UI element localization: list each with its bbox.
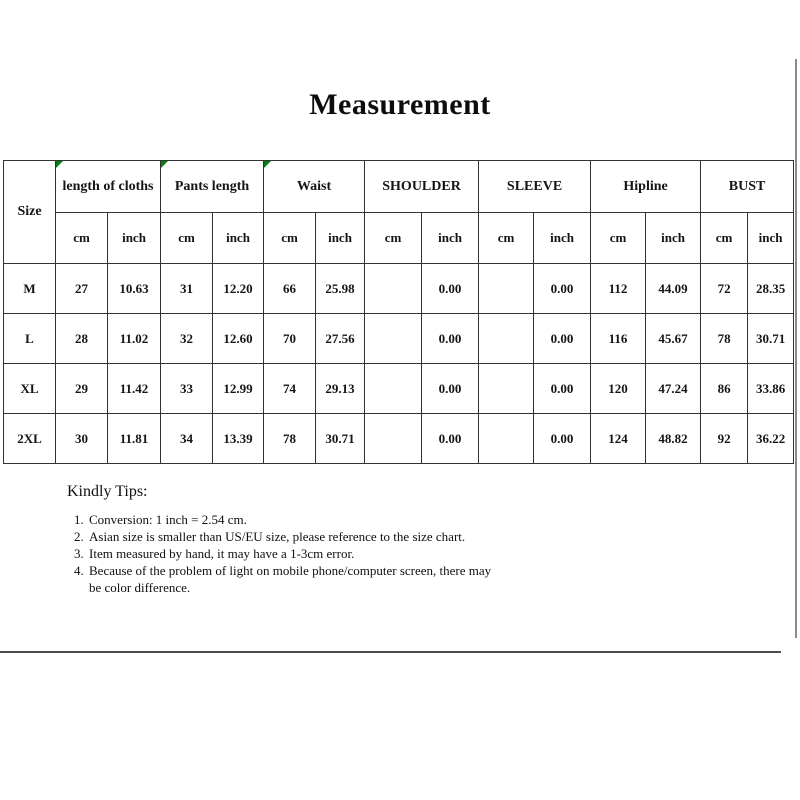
value-cell: 78 bbox=[701, 314, 748, 364]
value-cell: 0.00 bbox=[422, 414, 479, 464]
value-cell: 30.71 bbox=[316, 414, 365, 464]
value-cell: 11.42 bbox=[108, 364, 161, 414]
page-break-line-vertical bbox=[795, 59, 797, 638]
cell-corner-flag-icon bbox=[56, 161, 63, 168]
group-header-cell: length of cloths bbox=[56, 161, 161, 213]
group-header-cell: BUST bbox=[701, 161, 794, 213]
value-cell: 28.35 bbox=[748, 264, 794, 314]
tips-heading: Kindly Tips: bbox=[67, 483, 148, 500]
size-cell: XL bbox=[4, 364, 56, 414]
value-cell: 10.63 bbox=[108, 264, 161, 314]
value-cell: 12.60 bbox=[213, 314, 264, 364]
page-title: Measurement bbox=[309, 88, 491, 121]
unit-header-cell: inch bbox=[646, 213, 701, 264]
group-header-cell: Pants length bbox=[161, 161, 264, 213]
unit-header-cell: cm bbox=[161, 213, 213, 264]
value-cell: 70 bbox=[264, 314, 316, 364]
size-cell: 2XL bbox=[4, 414, 56, 464]
value-cell bbox=[479, 264, 534, 314]
value-cell: 78 bbox=[264, 414, 316, 464]
value-cell: 72 bbox=[701, 264, 748, 314]
value-cell: 74 bbox=[264, 364, 316, 414]
kindly-tips-section bbox=[46, 483, 492, 596]
value-cell: 12.20 bbox=[213, 264, 264, 314]
table-body bbox=[4, 264, 794, 464]
value-cell: 0.00 bbox=[534, 264, 591, 314]
value-cell: 36.22 bbox=[748, 414, 794, 464]
cell-corner-flag-icon bbox=[264, 161, 271, 168]
tip-item: 1. Conversion: 1 inch = 2.54 cm. bbox=[87, 511, 499, 528]
unit-header-cell: cm bbox=[264, 213, 316, 264]
value-cell: 0.00 bbox=[534, 364, 591, 414]
unit-header-cell: inch bbox=[534, 213, 591, 264]
unit-header-cell: inch bbox=[213, 213, 264, 264]
value-cell bbox=[479, 314, 534, 364]
measurement-table bbox=[3, 160, 794, 464]
group-header-cell: SHOULDER bbox=[365, 161, 479, 213]
unit-header-cell: cm bbox=[591, 213, 646, 264]
size-column-header: Size bbox=[4, 161, 56, 264]
value-cell: 28 bbox=[56, 314, 108, 364]
value-cell: 48.82 bbox=[646, 414, 701, 464]
value-cell: 11.81 bbox=[108, 414, 161, 464]
value-cell: 29 bbox=[56, 364, 108, 414]
unit-header-cell: inch bbox=[108, 213, 161, 264]
tip-item: 3. Item measured by hand, it may have a 1-3cm error. bbox=[87, 545, 499, 562]
size-cell: L bbox=[4, 314, 56, 364]
value-cell bbox=[479, 414, 534, 464]
value-cell: 44.09 bbox=[646, 264, 701, 314]
value-cell: 0.00 bbox=[422, 364, 479, 414]
value-cell: 86 bbox=[701, 364, 748, 414]
value-cell: 31 bbox=[161, 264, 213, 314]
page-break-line-horizontal bbox=[0, 651, 781, 653]
value-cell: 92 bbox=[701, 414, 748, 464]
table-header bbox=[4, 161, 794, 264]
value-cell: 13.39 bbox=[213, 414, 264, 464]
value-cell: 25.98 bbox=[316, 264, 365, 314]
value-cell: 33 bbox=[161, 364, 213, 414]
value-cell: 112 bbox=[591, 264, 646, 314]
value-cell: 27.56 bbox=[316, 314, 365, 364]
value-cell: 34 bbox=[161, 414, 213, 464]
value-cell: 11.02 bbox=[108, 314, 161, 364]
value-cell: 33.86 bbox=[748, 364, 794, 414]
unit-header-cell: inch bbox=[316, 213, 365, 264]
unit-header-cell: cm bbox=[56, 213, 108, 264]
value-cell: 66 bbox=[264, 264, 316, 314]
value-cell: 30 bbox=[56, 414, 108, 464]
size-cell: M bbox=[4, 264, 56, 314]
value-cell: 120 bbox=[591, 364, 646, 414]
value-cell bbox=[365, 314, 422, 364]
table-row bbox=[4, 314, 794, 364]
value-cell bbox=[365, 264, 422, 314]
group-header-cell: Waist bbox=[264, 161, 365, 213]
value-cell: 0.00 bbox=[422, 314, 479, 364]
unit-header-cell: cm bbox=[701, 213, 748, 264]
value-cell: 12.99 bbox=[213, 364, 264, 414]
unit-header-cell: cm bbox=[365, 213, 422, 264]
value-cell: 32 bbox=[161, 314, 213, 364]
value-cell: 0.00 bbox=[534, 314, 591, 364]
value-cell: 27 bbox=[56, 264, 108, 314]
value-cell: 124 bbox=[591, 414, 646, 464]
value-cell: 0.00 bbox=[422, 264, 479, 314]
value-cell: 30.71 bbox=[748, 314, 794, 364]
value-cell bbox=[365, 414, 422, 464]
value-cell bbox=[479, 364, 534, 414]
value-cell bbox=[365, 364, 422, 414]
value-cell: 116 bbox=[591, 314, 646, 364]
table-row bbox=[4, 264, 794, 314]
value-cell: 45.67 bbox=[646, 314, 701, 364]
value-cell: 47.24 bbox=[646, 364, 701, 414]
tip-item: 4. Because of the problem of light on mobile phone/computer screen, there may be color difference. bbox=[87, 562, 499, 596]
table-row bbox=[4, 414, 794, 464]
unit-header-cell: inch bbox=[748, 213, 794, 264]
value-cell: 0.00 bbox=[534, 414, 591, 464]
group-header-cell: Hipline bbox=[591, 161, 701, 213]
unit-header-cell: inch bbox=[422, 213, 479, 264]
group-header-cell: SLEEVE bbox=[479, 161, 591, 213]
value-cell: 29.13 bbox=[316, 364, 365, 414]
unit-header-cell: cm bbox=[479, 213, 534, 264]
tip-item: 2. Asian size is smaller than US/EU size, please reference to the size chart. bbox=[87, 528, 499, 545]
tips-list bbox=[46, 511, 499, 596]
cell-corner-flag-icon bbox=[161, 161, 168, 168]
table-row bbox=[4, 364, 794, 414]
